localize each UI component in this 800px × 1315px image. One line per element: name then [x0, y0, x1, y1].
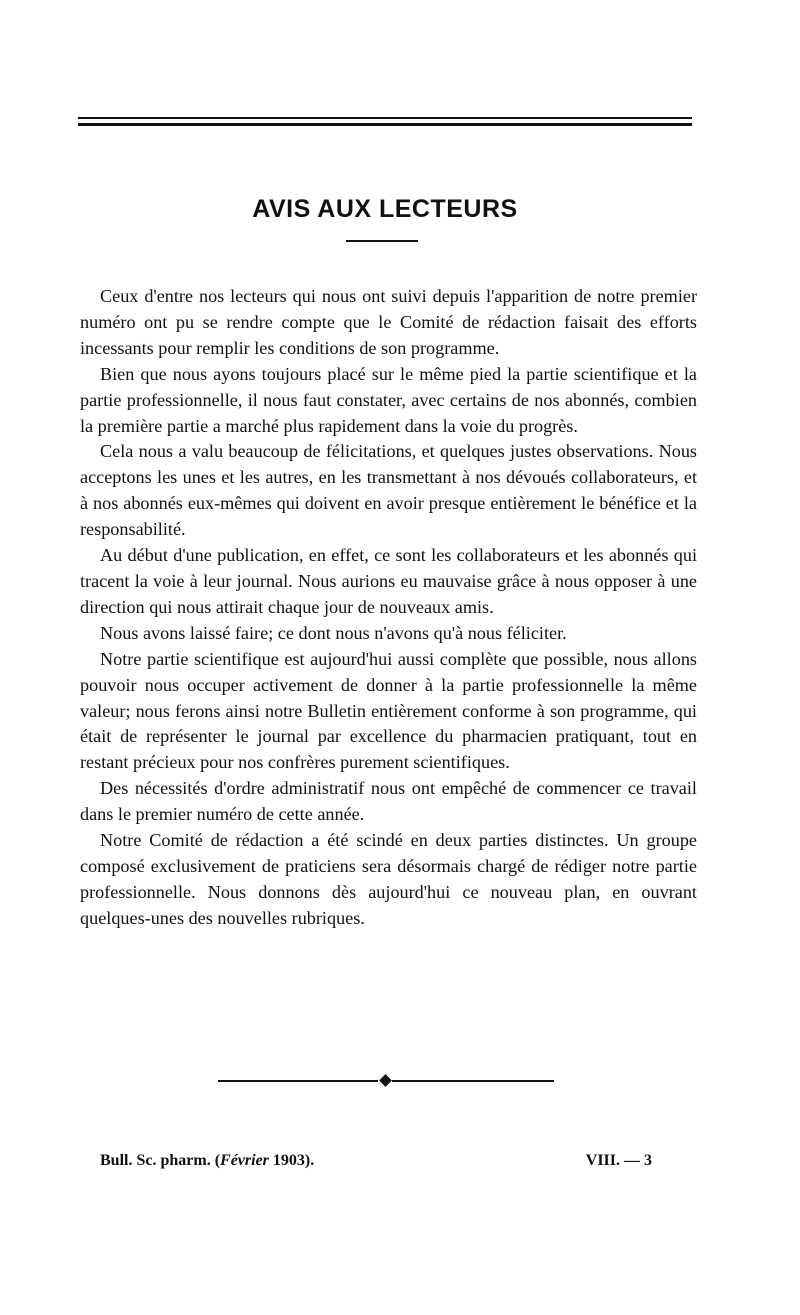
footer-journal: Bull. Sc. pharm. [100, 1152, 211, 1169]
paragraph: Cela nous a valu beaucoup de félicitations, et quelques justes observations. Nous acceptons les unes et les autres, en les transmettant à nos dévoués collaborateurs, et à nos abonnés eux-mêmes qui doivent en avoir presque entièrement le bénéfice et la responsabilité. [80, 441, 697, 540]
divider-line-left [218, 1080, 378, 1082]
paragraph: Des nécessités d'ordre administratif nous ont empêché de commencer ce travail dans le premier numéro de cette année. [80, 778, 697, 825]
article-body [80, 284, 697, 932]
divider-line-right [392, 1080, 554, 1082]
footer-volume: VIII. — 3 [585, 1152, 652, 1169]
diamond-icon [379, 1074, 392, 1087]
page-title: AVIS AUX LECTEURS [252, 195, 518, 223]
title-underline [346, 240, 418, 242]
top-rule-thick [78, 123, 692, 126]
paragraph: Nous avons laissé faire; ce dont nous n'avons qu'à nous féliciter. [100, 622, 567, 643]
paragraph: Ceux d'entre nos lecteurs qui nous ont suivi depuis l'apparition de notre premier numéro ont pu se rendre compte que le Comité de rédaction faisait des efforts incessants pour remplir les conditions de son programme. [80, 286, 697, 358]
section-divider-ornament [218, 1074, 554, 1088]
footer-month: Février [220, 1152, 269, 1169]
paragraph: Au début d'une publication, en effet, ce sont les collaborateurs et les abonnés qui tracent la voie à leur journal. Nous aurions eu mauvaise grâce à nous opposer à une direction qui nous attirait chaque jour de nouveaux amis. [80, 545, 697, 617]
footer-paren: ( [214, 1152, 221, 1169]
top-rule-thin [78, 117, 692, 119]
paragraph: Bien que nous ayons toujours placé sur le même pied la partie scientifique et la partie professionnelle, il nous faut constater, avec certains de nos abonnés, combien la première partie a marché plus rapidement dans la voie du progrès. [80, 363, 697, 436]
footer-year: 1903). [272, 1152, 315, 1169]
paragraph: Notre Comité de rédaction a été scindé en deux parties distinctes. Un groupe composé exclusivement de praticiens sera désormais chargé de rédiger notre partie professionnelle. Nous donnons dès aujourd'hui ce nouveau plan, en ouvrant quelques-unes des nouvelles rubriques. [80, 830, 697, 928]
paragraph: Notre partie scientifique est aujourd'hui aussi complète que possible, nous allons pouvoir nous occuper activement de donner à la partie professionnelle la même valeur; nous ferons ainsi notre Bulletin entièrement conforme à son programme, qui était de représenter le journal par excellence du pharmacien pratiquant, tout en restant précieux pour nos confrères purement scientifiques. [80, 648, 697, 773]
footer-citation [100, 1152, 314, 1170]
